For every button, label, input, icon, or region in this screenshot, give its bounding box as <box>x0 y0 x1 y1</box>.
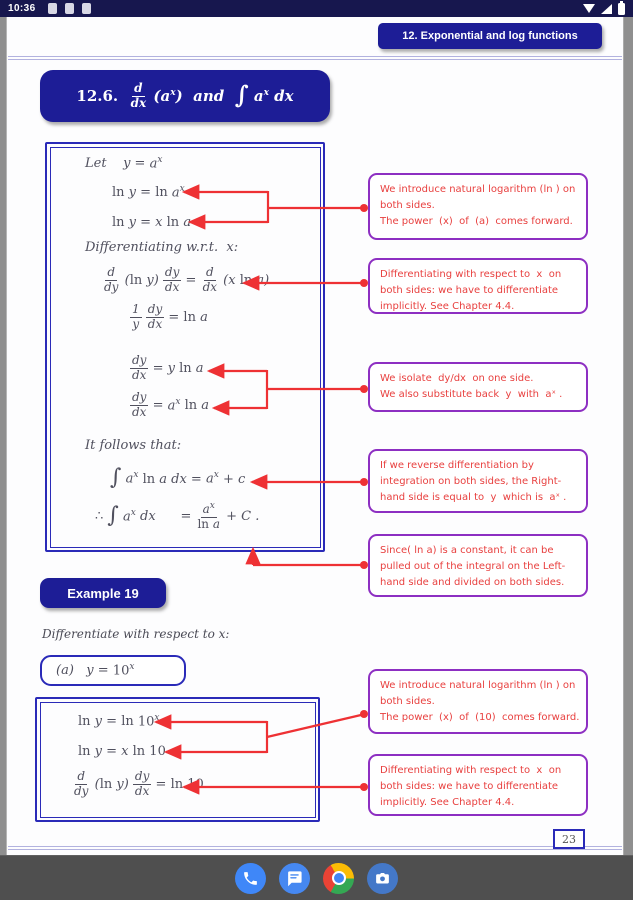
annotation-line: We isolate dy/dx on one side. <box>380 373 534 384</box>
annotation-line: both sides. <box>380 200 435 211</box>
formula-lny-eq-xln10: ln y = x ln 10 <box>78 744 166 759</box>
annotation-box-1 <box>368 173 588 240</box>
notification-icon <box>82 3 91 14</box>
text-it-follows-that: It follows that: <box>85 438 182 453</box>
formula-lny-eq-ln10x: ln y = ln 10$^x$ <box>78 713 160 730</box>
signal-icon <box>601 4 612 14</box>
derivation-box <box>45 142 325 552</box>
annotation-line: implicitly. See Chapter 4.4. <box>380 301 515 312</box>
page-right-edge <box>624 17 633 855</box>
chapter-header-badge <box>378 23 602 49</box>
annotation-line: both sides: we have to differentiate <box>380 285 559 296</box>
chapter-header-label: 12. Exponential and log functions <box>402 30 578 42</box>
chrome-icon-center <box>332 871 346 885</box>
annotation-line: pulled out of the integral on the Left- <box>380 561 566 572</box>
chrome-icon[interactable] <box>323 863 354 894</box>
annotation-line: both sides: we have to differentiate <box>380 781 559 792</box>
example-badge-label: Example 19 <box>67 585 139 601</box>
formula-lny-eq-lnax: ln y = ln $a^x$ <box>112 184 185 201</box>
dock <box>0 855 633 900</box>
annotation-line: Since( ln a) is a constant, it can be <box>380 545 554 556</box>
annotation-box-7 <box>368 754 588 816</box>
annotation-line: implicitly. See Chapter 4.4. <box>380 797 515 808</box>
annotation-line: integration on both sides, the Right- <box>380 476 562 487</box>
annotation-line: We also substitute back y with aˣ . <box>380 389 563 400</box>
text-differentiating-wrt-x: Differentiating w.r.t. x: <box>85 240 239 255</box>
formula-lny-eq-xlna: ln y = x ln a <box>112 215 192 230</box>
messages-icon[interactable] <box>279 863 310 894</box>
formula-implicit-diff: $\frac{d}{dy}$ ( ln y) $\frac{dy}{dx}$ = $\frac{d}{dx}$ (x ln a) <box>104 265 270 294</box>
example-badge <box>40 578 166 608</box>
annotation-box-3 <box>368 362 588 412</box>
example-prompt: Differentiate with respect to x: <box>42 627 230 641</box>
annotation-line: hand side and divided on both sides. <box>380 577 565 588</box>
annotation-box-6 <box>368 669 588 734</box>
annotation-line: We introduce natural logarithm (ln ) on <box>380 680 576 691</box>
annotation-line: The power (x) of (10) comes forward. <box>380 712 580 723</box>
annotation-line: hand side is equal to y which is aˣ . <box>380 492 567 503</box>
formula-dydx-eq-axlna: $\frac{dy}{dx}$ = $a^x$ ln a . <box>132 390 218 419</box>
formula-integral-axlna: ∫ $a^x$ ln a dx = $a^x$ + c <box>110 465 246 490</box>
formula-integral-result: ∴ ∫ $a^x$ dx = $\frac{a^x}{\text{ln a}}$ + C . <box>95 501 260 531</box>
annotation-line: If we reverse differentiation by <box>380 460 534 471</box>
annotation-line: both sides. <box>380 696 435 707</box>
status-bar <box>0 0 633 17</box>
formula-let-y-eq-ax: Let y = $a^x$ <box>85 155 163 172</box>
notification-icon <box>65 3 74 14</box>
page-number: 23 <box>553 829 585 849</box>
annotation-line: The power (x) of (a) comes forward. <box>380 216 573 227</box>
annotation-box-5 <box>368 534 588 597</box>
section-title-formula: 12.6. $\frac{d}{dx}$ ( $a^x$ ) and ∫ $a^x$ dx <box>76 80 294 110</box>
annotation-line: Differentiating with respect to x on <box>380 269 562 280</box>
header-divider <box>8 56 622 60</box>
formula-implicit-diff-10: $\frac{d}{dy}$ ( ln y) $\frac{dy}{dx}$ = ln 10 <box>74 769 204 798</box>
footer-divider <box>8 846 622 850</box>
phone-icon[interactable] <box>235 863 266 894</box>
annotation-line: Differentiating with respect to x on <box>380 765 562 776</box>
clock: 10:36 <box>8 3 36 14</box>
annotation-box-2 <box>368 258 588 314</box>
formula-part-a: (a) y = 10$^x$ <box>56 661 135 679</box>
annotation-line: We introduce natural logarithm (ln ) on <box>380 184 576 195</box>
battery-icon <box>618 3 625 15</box>
formula-1overy-dydx: $\frac{1}{y}$ $\frac{dy}{dx}$ = ln a <box>132 302 208 331</box>
section-title-badge <box>40 70 330 122</box>
page-left-edge <box>0 17 6 855</box>
status-icons <box>583 3 625 15</box>
notification-icon <box>48 3 57 14</box>
wifi-icon <box>583 4 595 13</box>
annotation-box-4 <box>368 449 588 513</box>
example-part-a-box <box>40 655 186 686</box>
formula-dydx-eq-ylna: $\frac{dy}{dx}$ = y ln a <box>132 353 204 382</box>
camera-icon[interactable] <box>367 863 398 894</box>
